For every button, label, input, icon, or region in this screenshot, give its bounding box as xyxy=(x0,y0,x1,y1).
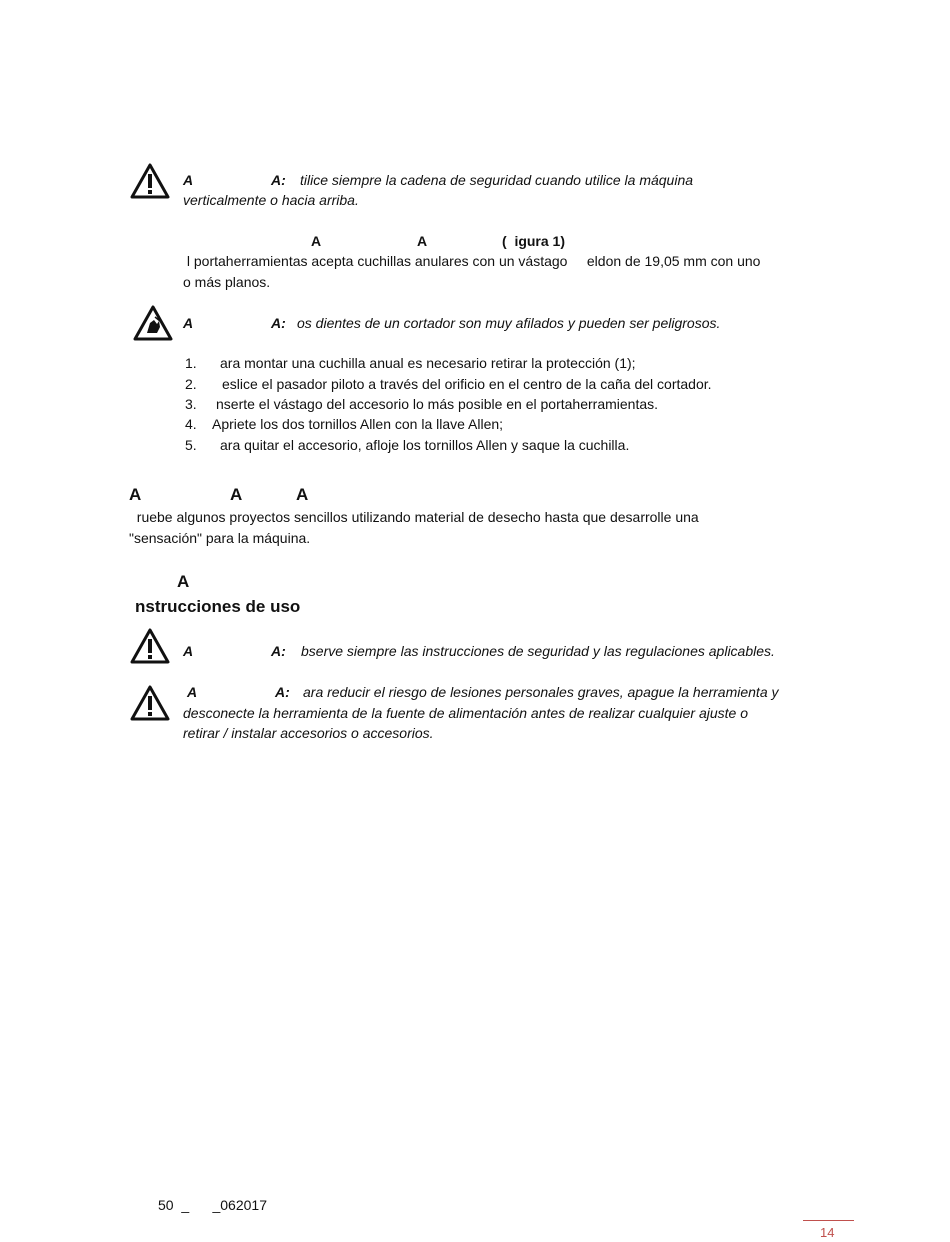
warning-triangle-icon xyxy=(130,163,170,199)
section1-heading-figure: ( igura 1) xyxy=(502,233,566,249)
warning1-word2: A: xyxy=(271,172,286,188)
warning1-word1: A xyxy=(183,172,194,188)
warning-triangle-icon xyxy=(130,685,170,721)
warning2-text: os dientes de un cortador son muy afilados y pueden ser peligrosos. xyxy=(297,315,721,331)
warning2-word1: A xyxy=(183,315,194,331)
step-number: 5. xyxy=(185,437,197,453)
footer-divider xyxy=(803,1220,854,1221)
warning4-line1: ara reducir el riesgo de lesiones personales graves, apague la herramienta y xyxy=(303,684,779,700)
warning-triangle-icon xyxy=(130,628,170,664)
section2-heading-a1: A xyxy=(129,485,142,504)
step-number: 3. xyxy=(185,396,197,412)
section3-heading: nstrucciones de uso xyxy=(135,597,301,616)
sharp-blade-warning-icon xyxy=(133,305,173,341)
warning3-text: bserve siempre las instrucciones de seguridad y las regulaciones aplicables. xyxy=(301,643,775,659)
step-number: 2. xyxy=(185,376,197,392)
section2-heading-a3: A xyxy=(296,485,309,504)
warning4-word1: A xyxy=(187,684,198,700)
section3-heading-a: A xyxy=(177,572,190,591)
section1-line2: o más planos. xyxy=(183,274,271,290)
warning2-word2: A: xyxy=(271,315,286,331)
warning4-line2: desconecte la herramienta de la fuente de alimentación antes de realizar cualquier ajuste o xyxy=(183,705,749,721)
section1-heading-a2: A xyxy=(417,233,428,249)
section2-heading-a2: A xyxy=(230,485,243,504)
warning4-word2: A: xyxy=(275,684,290,700)
step-number: 1. xyxy=(185,355,197,371)
step-text: Apriete los dos tornillos Allen con la llave Allen; xyxy=(212,416,504,432)
warning3-word1: A xyxy=(183,643,194,659)
section2-line2: "sensación" para la máquina. xyxy=(129,530,311,546)
section2-line1: ruebe algunos proyectos sencillos utilizando material de desecho hasta que desarrolle una xyxy=(129,509,699,525)
warning3-word2: A: xyxy=(271,643,286,659)
step-text: ara quitar el accesorio, afloje los tornillos Allen y saque la cuchilla. xyxy=(220,437,630,453)
step-number: 4. xyxy=(185,416,197,432)
page-number: 14 xyxy=(820,1225,835,1240)
section1-heading-a1: A xyxy=(311,233,322,249)
warning4-line3: retirar / instalar accesorios o accesorios. xyxy=(183,725,434,741)
step-text: nserte el vástago del accesorio lo más posible en el portaherramientas. xyxy=(216,396,659,412)
step-text: ara montar una cuchilla anual es necesario retirar la protección (1); xyxy=(220,355,636,371)
section1-line1: l portaherramientas acepta cuchillas anulares con un vástago eldon de 19,05 mm con uno xyxy=(183,253,761,269)
footer-code: 50 _ _062017 xyxy=(158,1197,267,1213)
warning1-line2: verticalmente o hacia arriba. xyxy=(183,192,359,208)
step-text: eslice el pasador piloto a través del orificio en el centro de la caña del cortador. xyxy=(222,376,712,392)
warning1-line1: tilice siempre la cadena de seguridad cuando utilice la máquina xyxy=(300,172,694,188)
